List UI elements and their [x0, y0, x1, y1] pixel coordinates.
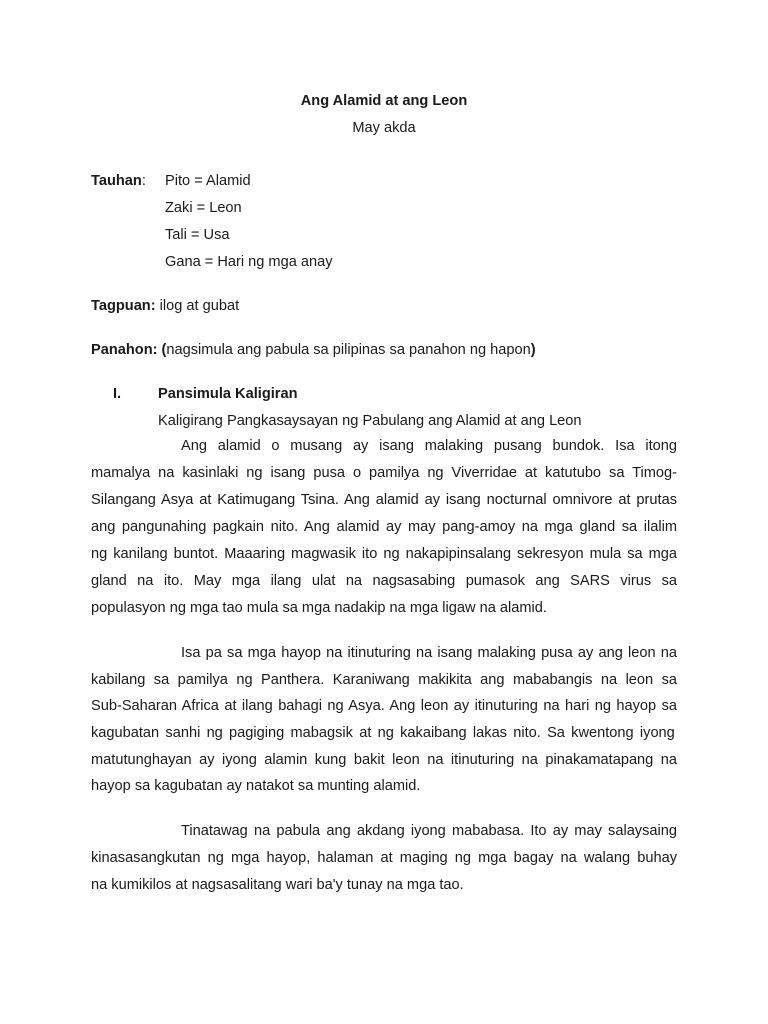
tauhan-item: Gana = Hari ng mga anay: [165, 254, 333, 270]
paragraph-line: Isa pa sa mga hayop na itinuturing na isang malaking pusa ay ang leon na: [181, 645, 677, 661]
paragraph-line: Silangang Asya at Katimugang Tsina. Ang alamid ay isang nocturnal omnivore at prutas: [91, 492, 677, 508]
tauhan-label-row: [91, 173, 146, 189]
tauhan-item: Zaki = Leon: [165, 200, 242, 216]
paragraph-line: hayop sa kagubatan ay natakot sa munting alamid.: [91, 778, 421, 794]
section-subheading: Kaligirang Pangkasaysayan ng Pabulang ang Alamid at ang Leon: [158, 413, 582, 429]
paragraph-line: kagubatan sanhi ng pagiging mabagsik at ng kakaibang lakas nito. Sa kwentong iyong: [91, 725, 675, 741]
paragraph-line: kinasasangkutan ng mga hayop, halaman at maging ng mga bagay na walang buhay: [91, 850, 677, 866]
paragraph-line: mamalya na kasinlaki ng isang pusa o pamilya ng Viverridae at katutubo sa Timog-: [91, 465, 677, 481]
tauhan-item: Pito = Alamid: [165, 173, 251, 189]
paragraph-line: ang pangunahing pagkain nito. Ang alamid ay may pang-amoy na mga gland sa ilalim: [91, 519, 677, 535]
tauhan-label: Tauhan: [91, 173, 142, 189]
paragraph-line: Tinatawag na pabula ang akdang iyong mababasa. Ito ay may salaysaing: [181, 823, 677, 839]
panahon-label: Panahon:: [91, 342, 158, 358]
document-title: Ang Alamid at ang Leon: [300, 93, 468, 109]
panahon-open-paren: (: [157, 342, 167, 358]
tagpuan-label: Tagpuan:: [91, 298, 156, 314]
tagpuan-row: [91, 298, 239, 314]
paragraph-line: populasyon ng mga tao mula sa mga nadakip na mga ligaw na alamid.: [91, 600, 547, 616]
paragraph-line: Ang alamid o musang ay isang malaking pusang bundok. Isa itong: [181, 438, 677, 454]
paragraph-line: matutunghayan ay iyong alamin kung bakit leon na itinuturing na pinakamatapang na: [91, 752, 677, 768]
tagpuan-value: ilog at gubat: [155, 298, 240, 314]
paragraph-line: gland na ito. May mga ilang ulat na nagsasabing pumasok ang SARS virus sa: [91, 573, 677, 589]
panahon-close-paren: ): [530, 342, 536, 358]
paragraph-line: Sub-Saharan Africa at ilang bahagi ng Asya. Ang leon ay itinuturing na hari ng hayop sa: [91, 698, 677, 714]
document-author: May akda: [352, 120, 416, 136]
tauhan-item: Tali = Usa: [165, 227, 230, 243]
paragraph-line: na kumikilos at nagsasalitang wari ba'y tunay na mga tao.: [91, 877, 464, 893]
section-heading: Pansimula Kaligiran: [158, 386, 298, 402]
panahon-row: [91, 342, 536, 358]
panahon-value: nagsimula ang pabula sa pilipinas sa panahon ng hapon: [166, 342, 531, 358]
paragraph-line: ng kanilang buntot. Maaaring magwasik ito ng nakapipinsalang sekresyon mula sa mga: [91, 546, 677, 562]
tauhan-separator: :: [141, 173, 146, 189]
paragraph-line: kabilang sa pamilya ng Panthera. Karaniwang makikita ang mababangis na leon sa: [91, 672, 677, 688]
section-number: I.: [113, 386, 122, 402]
